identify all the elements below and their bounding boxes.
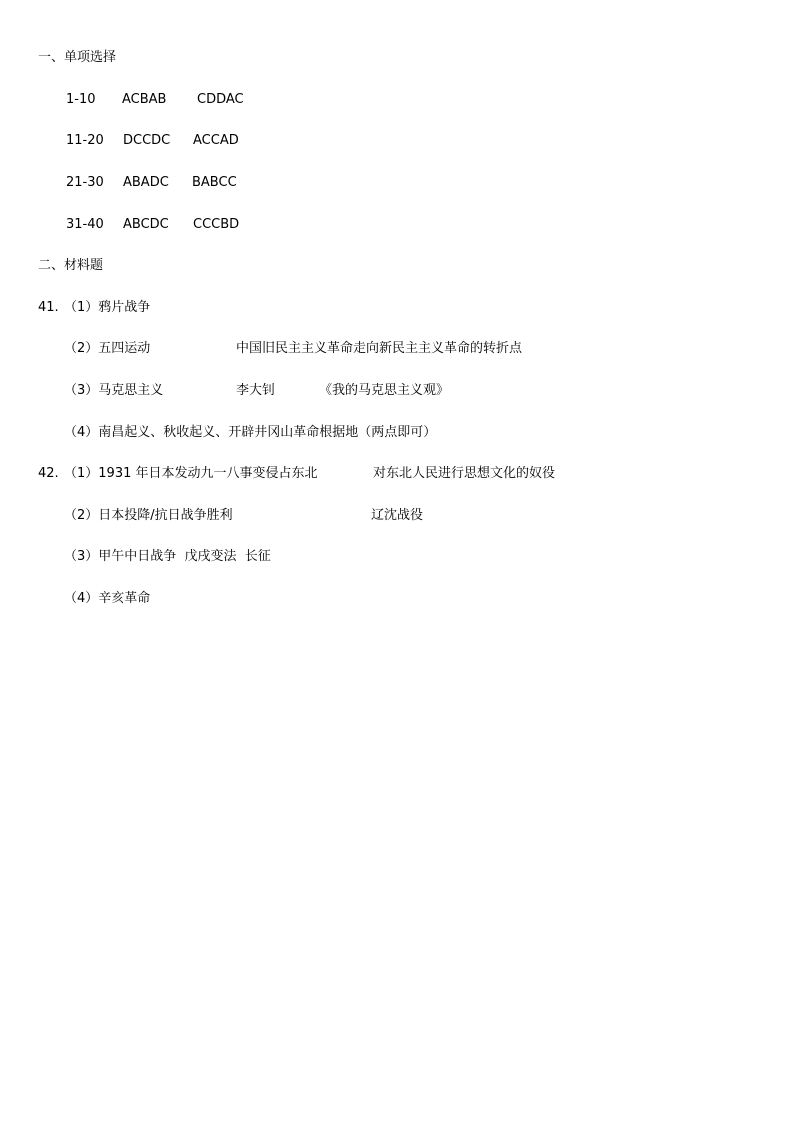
q41-part2-answer: 中国旧民主主义革命走向新民主主义革命的转折点 [236, 341, 523, 356]
answer-group-b: CCCBD [193, 217, 240, 232]
answer-group-a: DCCDC [123, 133, 171, 148]
answer-group-b: CDDAC [197, 92, 244, 107]
q42-part3: （3）甲午中日战争 戊戌变法 长征 [64, 549, 271, 564]
answer-group-a: ABCDC [123, 217, 169, 232]
answer-range: 21-30 [66, 175, 104, 190]
answer-range: 31-40 [66, 217, 104, 232]
q41-part2: （2）五四运动 [64, 341, 151, 356]
q41-part4: （4）南昌起义、秋收起义、开辟井冈山革命根据地（两点即可） [64, 425, 437, 440]
q41-part1: （1）鸦片战争 [64, 300, 151, 315]
q42-part4: （4）辛亥革命 [64, 591, 151, 606]
answer-group-a: ACBAB [122, 92, 167, 107]
answer-group-b: ACCAD [193, 133, 239, 148]
answer-range: 1-10 [66, 92, 96, 107]
section1-heading: 一、单项选择 [38, 50, 117, 65]
question-number: 42. [38, 466, 59, 481]
q41-part3-answer-b: 《我的马克思主义观》 [319, 383, 450, 398]
q42-part2: （2）日本投降/抗日战争胜利 [64, 508, 233, 523]
answer-range: 11-20 [66, 133, 104, 148]
question-number: 41. [38, 300, 59, 315]
q42-part2-answer: 辽沈战役 [371, 508, 424, 523]
q42-part1-answer: 对东北人民进行思想文化的奴役 [373, 466, 556, 481]
q41-part3: （3）马克思主义 [64, 383, 164, 398]
answer-group-a: ABADC [123, 175, 169, 190]
q41-part3-answer-a: 李大钊 [236, 383, 276, 398]
q42-part1: （1）1931 年日本发动九一八事变侵占东北 [64, 466, 318, 481]
answer-group-b: BABCC [192, 175, 237, 190]
section2-heading: 二、材料题 [38, 258, 104, 273]
